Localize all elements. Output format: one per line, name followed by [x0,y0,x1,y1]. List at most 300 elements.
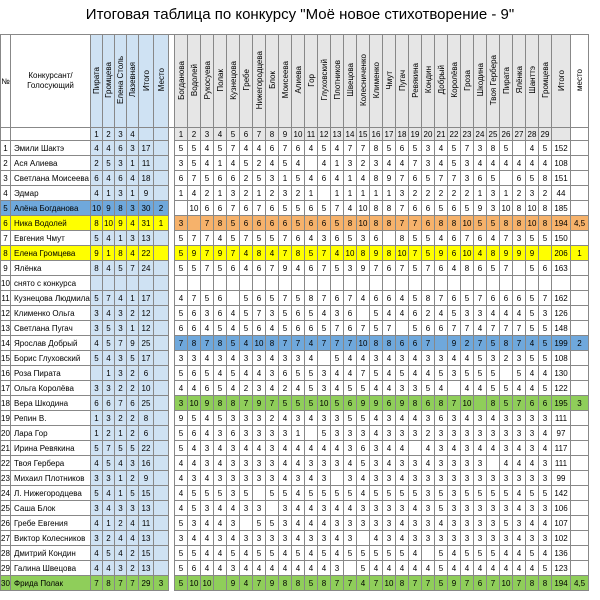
voter-score: 4 [383,456,396,471]
voter-score: 3 [214,471,227,486]
voter-score [539,276,552,291]
voter-score: 5 [370,306,383,321]
voter-score: 6 [227,171,240,186]
jury-place [154,456,169,471]
jury-score: 5 [103,546,115,561]
voter-score: 8 [292,576,305,591]
voter-score: 5 [331,486,344,501]
jury-total: 24 [139,261,154,276]
voter-score: 7 [318,261,331,276]
voter-score: 2 [539,186,552,201]
jury-total: 22 [139,441,154,456]
num-blank-4 [154,128,169,141]
voter-score: 7 [487,576,500,591]
voter-score: 4 [357,486,370,501]
voter-score: 4 [357,351,370,366]
voter-score: 4 [266,351,279,366]
table-row [1,456,589,471]
row-number: 3 [1,171,11,186]
voter-score: 4 [214,366,227,381]
header-place [571,35,589,128]
voter-score: 3 [448,456,461,471]
voter-score: 5 [383,486,396,501]
voter-score: 4 [266,321,279,336]
voter-col-number: 5 [227,128,240,141]
jury-place [154,531,169,546]
voter-score: 3 [227,516,240,531]
voter-score: 5 [409,231,422,246]
jury-total: 15 [139,546,154,561]
header-voter-1 [175,35,188,128]
contestant-name: Светлана Моисеева [11,171,91,186]
score-total: 44 [552,186,571,201]
voter-score: 3 [279,426,292,441]
voter-score: 7 [357,366,370,381]
header-jury-place-label: Место [156,68,166,92]
voter-score: 3 [422,531,435,546]
jury-total: 30 [139,201,154,216]
voter-score: 5 [188,501,201,516]
voter-score: 4 [370,411,383,426]
score-total: 122 [552,381,571,396]
header-voter-12-label: Глуховский [319,59,329,101]
voter-score: 5 [539,141,552,156]
voter-score: 3 [435,531,448,546]
voter-score: 3 [383,411,396,426]
voter-score: 5 [526,171,539,186]
voter-score: 5 [435,486,448,501]
voter-score: 4 [227,351,240,366]
voter-score: 3 [461,516,474,531]
jury-score: 3 [91,471,103,486]
jury-place: 1 [154,216,169,231]
voter-score: 4 [383,561,396,576]
voter-score: 3 [279,516,292,531]
contestant-name: Евгения Чмут [11,231,91,246]
voter-score: 4 [331,171,344,186]
table-row [1,216,589,231]
jury-score: 4 [103,141,115,156]
jury-score: 4 [115,531,127,546]
jury-score: 1 [103,516,115,531]
voter-score: 5 [188,156,201,171]
voter-score: 3 [409,381,422,396]
voter-score: 4 [513,306,526,321]
voter-score: 5 [305,576,318,591]
voter-score: 4 [474,246,487,261]
voter-score [370,276,383,291]
jury-score: 2 [127,426,139,441]
voter-score: 6 [474,231,487,246]
voter-score: 6 [292,141,305,156]
voter-score: 8 [266,336,279,351]
jury-place [154,306,169,321]
voter-score: 7 [279,291,292,306]
voter-score [409,441,422,456]
row-number: 8 [1,246,11,261]
voter-score: 4 [305,411,318,426]
voter-score [474,276,487,291]
voter-score: 3 [370,516,383,531]
voter-score: 4 [357,291,370,306]
voter-score: 3 [396,186,409,201]
voter-score [526,276,539,291]
voter-score: 1 [383,186,396,201]
score-total: 151 [552,171,571,186]
voter-score: 8 [214,396,227,411]
jury-place [154,156,169,171]
voter-score: 7 [318,336,331,351]
voter-score: 3 [396,501,409,516]
header-total [552,35,571,128]
voter-score: 5 [279,396,292,411]
voter-score: 3 [539,306,552,321]
table-row [1,336,589,351]
voter-score: 8 [448,216,461,231]
voter-col-number: 20 [422,128,435,141]
row-number: 18 [1,396,11,411]
voter-score: 4 [539,546,552,561]
voter-score: 5 [370,321,383,336]
voter-score: 3 [292,411,305,426]
voter-score: 7 [422,261,435,276]
header-voter-29 [539,35,552,128]
voter-score: 3 [201,501,214,516]
voter-score: 10 [344,246,357,261]
jury-score: 5 [91,291,103,306]
voter-score: 5 [214,141,227,156]
voter-score [318,351,331,366]
final-place: 4,5 [571,576,589,591]
voter-score: 7 [422,576,435,591]
contestant-name: Виктор Колесников [11,531,91,546]
voter-score: 4 [214,456,227,471]
jury-score: 4 [103,351,115,366]
voter-score: 6 [526,396,539,411]
voter-score: 3 [331,426,344,441]
voter-score: 5 [318,426,331,441]
final-place [571,501,589,516]
voter-score: 6 [292,231,305,246]
voter-score: 9 [279,261,292,276]
jury-score: 7 [127,261,139,276]
voter-score: 3 [461,306,474,321]
jury-score: 3 [103,381,115,396]
voter-score: 5 [526,261,539,276]
voter-col-number: 23 [461,128,474,141]
jury-score: 6 [115,141,127,156]
voter-score: 5 [396,546,409,561]
voter-score: 8 [422,291,435,306]
voter-score: 4 [305,501,318,516]
voter-score: 6 [188,306,201,321]
voter-score: 3 [227,411,240,426]
jury-score: 2 [115,381,127,396]
final-place [571,351,589,366]
voter-score [240,516,253,531]
voter-score: 3 [214,351,227,366]
voter-col-number: 15 [357,128,370,141]
header-voter-14 [344,35,357,128]
voter-score: 6 [214,291,227,306]
voter-score: 5 [175,441,188,456]
voter-score: 3 [474,501,487,516]
voter-score: 3 [500,501,513,516]
voter-score: 3 [201,456,214,471]
voter-score: 4 [513,486,526,501]
voter-score: 7 [331,576,344,591]
voter-score [383,231,396,246]
voter-score: 4 [227,321,240,336]
voter-score: 5 [331,396,344,411]
voter-score: 4 [201,546,214,561]
voter-score: 4 [292,531,305,546]
voter-score: 5 [539,381,552,396]
voter-score: 4 [318,516,331,531]
voter-score: 7 [266,261,279,276]
voter-score: 5 [318,546,331,561]
voter-score: 10 [357,216,370,231]
voter-score: 4 [201,471,214,486]
header-voter-23 [461,35,474,128]
voter-score: 8 [370,216,383,231]
voter-score: 5 [331,261,344,276]
voter-score: 5 [526,306,539,321]
voter-score: 5 [539,561,552,576]
voter-score: 7 [513,576,526,591]
voter-score: 5 [500,396,513,411]
voter-score: 4 [448,546,461,561]
final-place [571,141,589,156]
voter-score: 4 [214,516,227,531]
voter-score: 3 [487,186,500,201]
voter-score: 4 [253,441,266,456]
voter-score: 3 [292,471,305,486]
header-voter-15 [357,35,370,128]
voter-score: 4 [487,441,500,456]
jury-score: 9 [91,246,103,261]
voter-score: 4 [318,561,331,576]
header-total-label: Итого [556,69,566,91]
voter-score: 3 [487,426,500,441]
voter-score: 3 [266,531,279,546]
final-place: 4,5 [571,216,589,231]
voter-score: 2 [435,186,448,201]
voter-score: 4 [396,441,409,456]
voter-score: 5 [240,156,253,171]
voter-score: 4 [513,531,526,546]
voter-score: 10 [318,396,331,411]
voter-score: 3 [305,456,318,471]
voter-score: 3 [253,456,266,471]
voter-score [448,381,461,396]
header-voter-7-label: Нижегородцева [254,50,264,110]
header-jury-2 [103,35,115,128]
contestant-name: Эмили Шактэ [11,141,91,156]
voter-score: 4 [240,261,253,276]
jury-place [154,486,169,501]
voter-score [331,471,344,486]
voter-score: 3 [318,366,331,381]
voter-score [513,141,526,156]
jury-score: 2 [115,411,127,426]
voter-score: 6 [305,261,318,276]
voter-score: 6 [383,261,396,276]
voter-score: 3 [331,516,344,531]
score-total: 136 [552,546,571,561]
voter-score: 3 [240,531,253,546]
voter-score [175,276,188,291]
voter-score: 3 [487,501,500,516]
voter-score: 10 [188,576,201,591]
voter-score: 6 [435,411,448,426]
jury-score: 3 [103,411,115,426]
voter-score: 3 [435,471,448,486]
voter-score: 7 [253,201,266,216]
voter-score: 5 [539,231,552,246]
voter-score: 6 [474,261,487,276]
table-row [1,426,589,441]
voter-score: 8 [487,396,500,411]
header-jury-total [139,35,154,128]
voter-score: 5 [357,546,370,561]
jury-score: 3 [127,456,139,471]
num-blank-1 [1,128,11,141]
final-place [571,171,589,186]
voter-score: 3 [474,516,487,531]
voter-score: 3 [279,501,292,516]
voter-score: 2 [513,186,526,201]
voter-score: 4 [461,351,474,366]
voter-score: 5 [396,366,409,381]
score-total: 194 [552,576,571,591]
voter-score: 3 [227,486,240,501]
jury-score: 4 [91,546,103,561]
voter-score: 4 [409,501,422,516]
row-number: 22 [1,456,11,471]
voter-score: 6 [175,171,188,186]
voter-score: 5 [474,351,487,366]
voter-score: 4 [331,441,344,456]
voter-score: 4 [383,306,396,321]
voter-col-number: 10 [292,128,305,141]
voter-score: 5 [344,486,357,501]
voter-score: 10 [357,201,370,216]
voter-score: 1 [331,186,344,201]
jury-total: 12 [139,306,154,321]
voter-score: 3 [318,231,331,246]
voter-score: 3 [331,456,344,471]
voter-score [500,171,513,186]
voter-score: 2 [201,186,214,201]
jury-total: 10 [139,381,154,396]
header-voter-10-label: Алиева [293,66,303,94]
voter-score: 5 [318,486,331,501]
voter-col-number: 12 [318,128,331,141]
final-place [571,366,589,381]
jury-score: 4 [91,561,103,576]
voter-col-number: 19 [409,128,422,141]
score-total: 108 [552,156,571,171]
voter-score: 8 [227,396,240,411]
voter-score: 5 [370,486,383,501]
voter-score: 5 [526,546,539,561]
voter-score: 6 [448,201,461,216]
voter-score: 4 [266,246,279,261]
voter-score: 3 [448,531,461,546]
voter-score: 7 [409,246,422,261]
voter-score: 3 [487,516,500,531]
voter-score: 2 [253,156,266,171]
voter-score: 5 [227,231,240,246]
voter-score: 4 [487,156,500,171]
voter-score: 5 [292,291,305,306]
page-title: Итоговая таблица по конкурсу "Моё новое стихотворение - 9" [85,6,515,23]
voter-score: 6 [214,306,227,321]
row-number: 1 [1,141,11,156]
voter-score: 3 [227,561,240,576]
voter-score: 6 [409,201,422,216]
jury-score: 3 [127,201,139,216]
final-place [571,426,589,441]
voter-score: 2 [461,186,474,201]
voter-score: 5 [357,561,370,576]
voter-score: 8 [253,246,266,261]
header-jury-2-label: Громцева [104,62,113,98]
voter-score: 6 [357,441,370,456]
header-voter-8-label: Блок [267,71,277,89]
voter-score [409,276,422,291]
jury-score: 1 [103,186,115,201]
jury-score: 10 [91,201,103,216]
contestant-name: Ася Алиева [11,156,91,171]
score-total: 152 [552,141,571,156]
voter-score: 3 [253,471,266,486]
jury-place [154,351,169,366]
voter-score: 10 [500,201,513,216]
voter-score: 3 [513,516,526,531]
voter-score: 3 [513,231,526,246]
jury-score: 1 [103,366,115,381]
voter-score: 4 [214,231,227,246]
voter-score: 5 [214,321,227,336]
voter-score: 4 [370,561,383,576]
score-total: 195 [552,396,571,411]
voter-score: 4 [539,366,552,381]
voter-score: 6 [305,321,318,336]
voter-score: 5 [266,291,279,306]
voter-score: 5 [539,486,552,501]
voter-score: 4 [344,501,357,516]
voter-score: 4 [305,471,318,486]
jury-score: 3 [91,531,103,546]
voter-score: 5 [435,366,448,381]
contestant-name: Ярослав Добрый [11,336,91,351]
voter-score: 8 [344,216,357,231]
jury-score: 5 [91,231,103,246]
voter-score: 7 [266,396,279,411]
voter-score: 4 [422,456,435,471]
voter-score: 5 [175,516,188,531]
jury-total: 11 [139,156,154,171]
voter-score: 6 [253,321,266,336]
voter-score: 5 [214,381,227,396]
voter-score: 7 [201,246,214,261]
voter-score: 5 [175,366,188,381]
jury-score: 1 [127,291,139,306]
voter-score: 5 [227,546,240,561]
voter-score [240,276,253,291]
